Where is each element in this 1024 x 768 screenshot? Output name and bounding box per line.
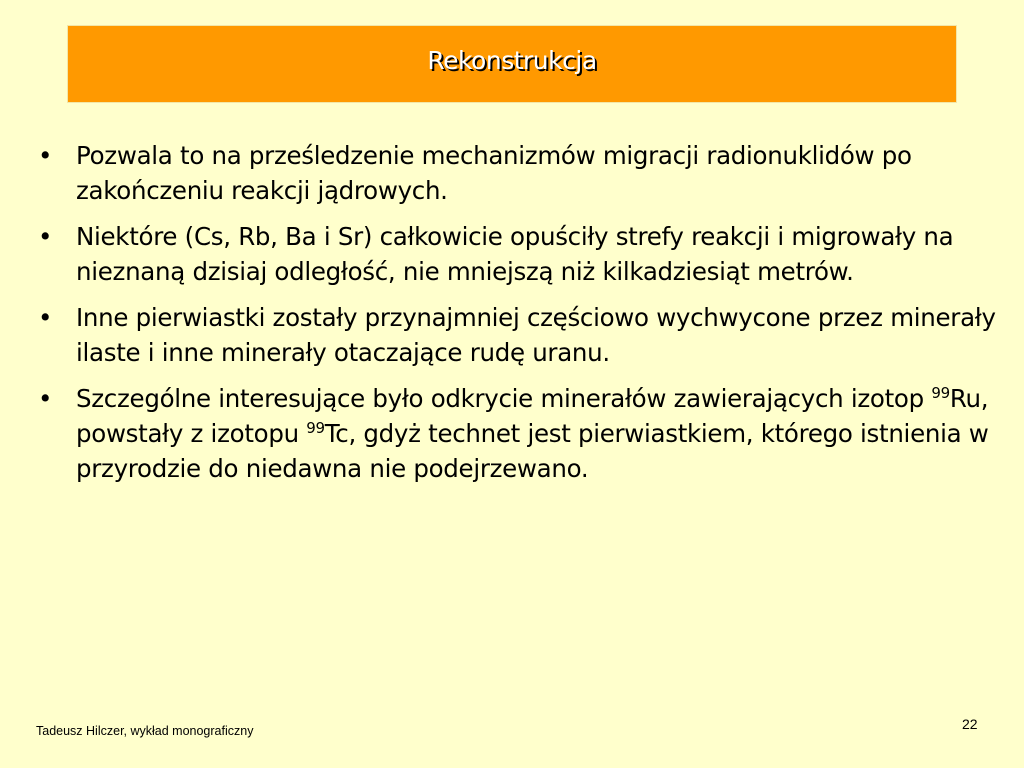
bullet-text-1: Pozwala to na prześledzenie mechanizmów migracji radionuklidów po zakończeniu reakcji jądrowych. xyxy=(76,141,912,205)
page-number: 22 xyxy=(962,716,978,732)
bullet-text-4-part2: Ru, powstały z izotopu xyxy=(76,384,989,448)
bullet-text-4-part3: Tc, gdyż technet jest pierwiastkiem, którego istnienia w przyrodzie do niedawna nie podejrzewano. xyxy=(76,419,989,483)
isotope-mass-number-tc: 99 xyxy=(306,419,325,437)
bullet-list xyxy=(30,138,1005,497)
bullet-dot-icon: • xyxy=(38,303,53,332)
bullet-dot-icon: • xyxy=(38,141,53,170)
bullet-text-3: Inne pierwiastki zostały przynajmniej częściowo wychwycone przez minerały ilaste i inne minerały otaczające rudę uranu. xyxy=(76,303,996,367)
bullet-item-3 xyxy=(30,300,1005,370)
bullet-item-4 xyxy=(30,381,1005,486)
bullet-dot-icon: • xyxy=(38,222,53,251)
bullet-text-2: Niektóre (Cs, Rb, Ba i Sr) całkowicie opuściły strefy reakcji i migrowały na nieznaną dzisiaj odległość, nie mniejszą niż kilkadziesiąt metrów. xyxy=(76,222,954,286)
bullet-item-2 xyxy=(30,219,1005,289)
isotope-mass-number-ru: 99 xyxy=(931,384,950,402)
slide-title: Rekonstrukcja xyxy=(427,45,597,75)
bullet-dot-icon: • xyxy=(38,384,53,413)
title-bar xyxy=(68,26,956,102)
bullet-text-4-part1: Szczególne interesujące było odkrycie minerałów zawierających izotop xyxy=(76,384,932,413)
footer-author: Tadeusz Hilczer, wykład monograficzny xyxy=(36,724,254,738)
bullet-text-4 xyxy=(76,384,989,483)
bullet-item-1 xyxy=(30,138,1005,208)
